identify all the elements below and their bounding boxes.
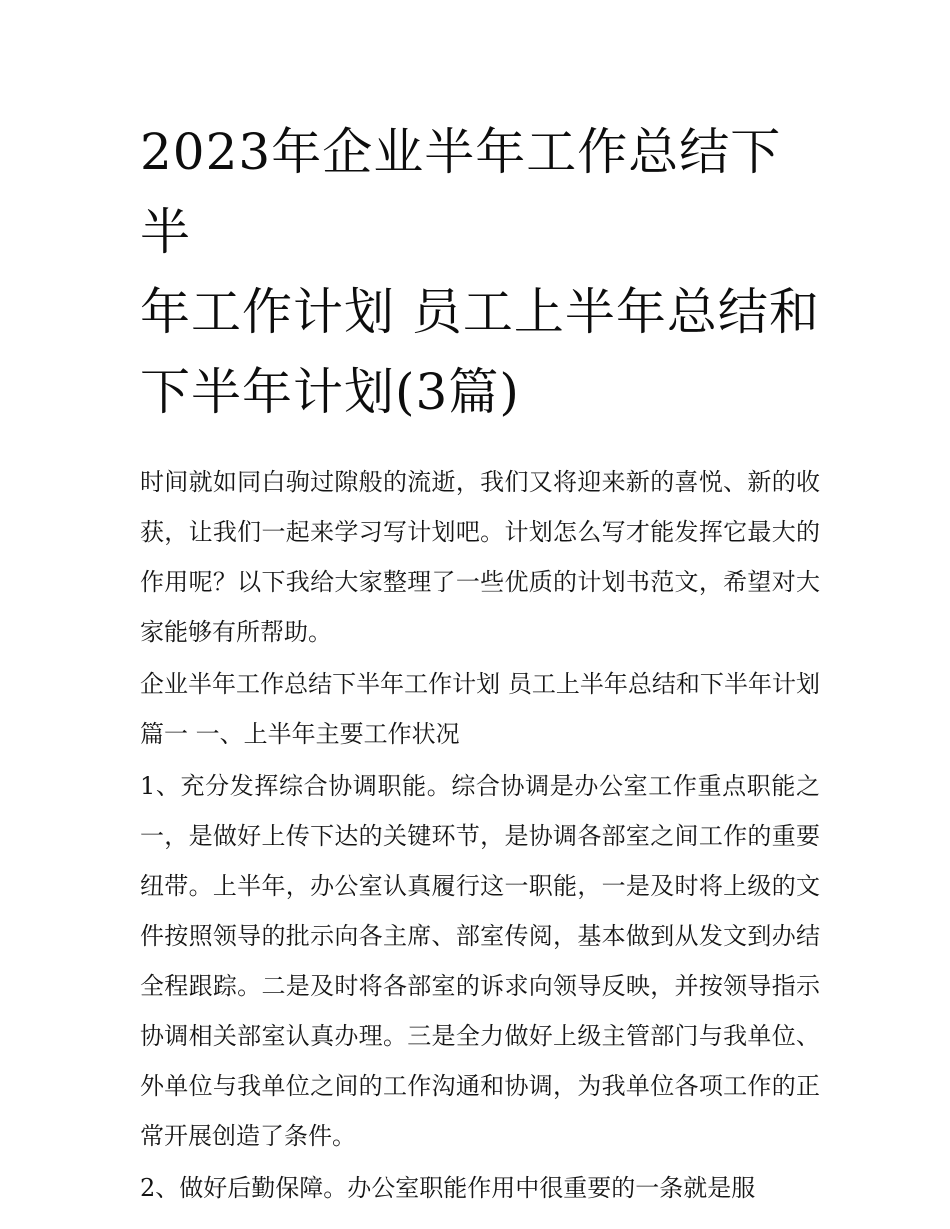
document-body xyxy=(140,112,820,1213)
list-item-1: 1、充分发挥综合协调职能。综合协调是办公室工作重点职能之一，是做好上传下达的关键环节，是协调各部室之间工作的重要纽带。上半年，办公室认真履行这一职能，一是及时将上级的文件按照领导的批示向各主席、部室传阅，基本做到从发文到办结全程跟踪。二是及时将各部室的诉求向领导反映，并按领导指示协调相关部室认真办理。三是全力做好上级主管部门与我单位、外单位与我单位之间的工作沟通和协调，为我单位各项工作的正常开展创造了条件。 xyxy=(140,772,820,1150)
title-line-3: 下半年计划(3篇) xyxy=(140,363,520,421)
section-heading: 企业半年工作总结下半年工作计划 员工上半年总结和下半年计划篇一 一、上半年主要工作状况 xyxy=(140,670,820,748)
title-line-2: 年工作计划 员工上半年总结和 xyxy=(140,283,820,341)
intro-paragraph: 时间就如同白驹过隙般的流逝，我们又将迎来新的喜悦、新的收获，让我们一起来学习写计划吧。计划怎么写才能发挥它最大的作用呢？以下我给大家整理了一些优质的计划书范文，希望对大家能够有所帮助。 xyxy=(140,468,820,646)
list-item-2: 2、做好后勤保障。办公室职能作用中很重要的一条就是服 xyxy=(140,1174,756,1202)
document-title xyxy=(140,112,820,432)
title-line-1: 2023年企业半年工作总结下半 xyxy=(140,123,782,261)
